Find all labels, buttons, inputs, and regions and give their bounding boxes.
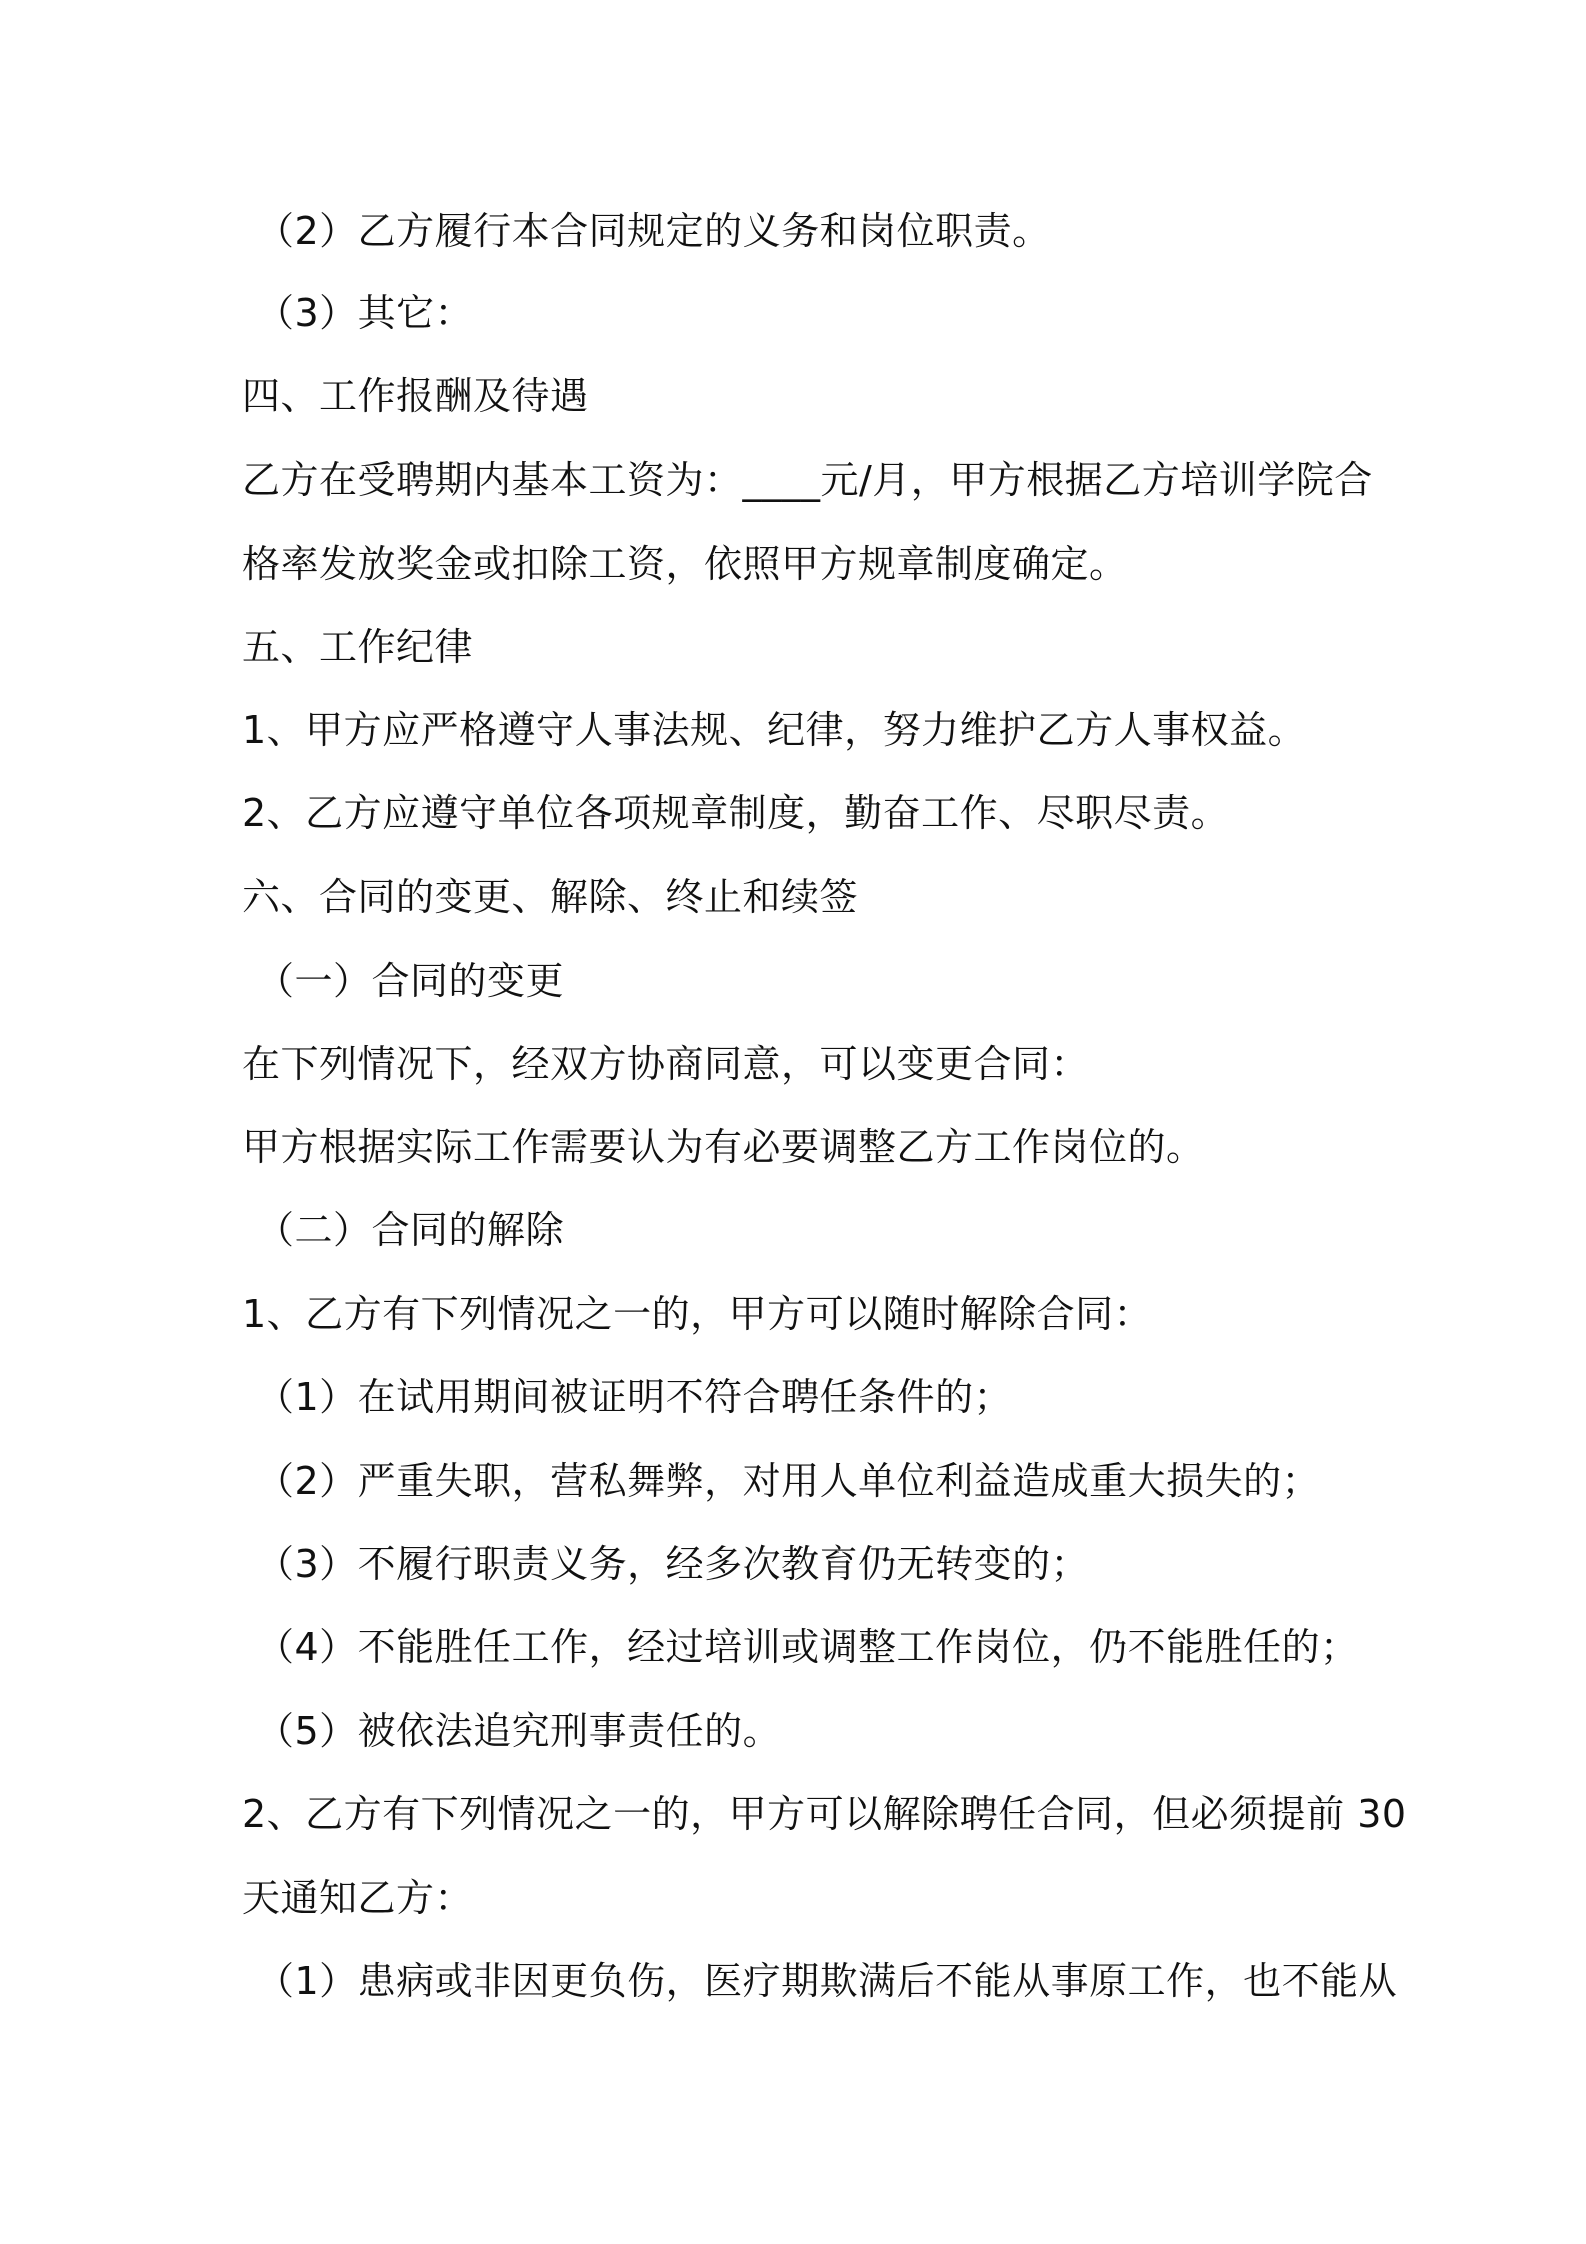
subsection-heading: （一）合同的变更 [256,959,565,1003]
section-heading: 五、工作纪律 [242,625,474,669]
subsection-heading: （二）合同的解除 [256,1208,565,1252]
text-line: （3）其它： [256,291,474,335]
section-heading: 四、工作报酬及待遇 [242,374,589,418]
list-item: （4）不能胜任工作，经过培训或调整工作岗位，仍不能胜任的； [256,1625,1359,1669]
section-heading: 六、合同的变更、解除、终止和续签 [242,875,859,919]
text-line: 2、乙方有下列情况之一的，甲方可以解除聘任合同，但必须提前 30 [242,1792,1407,1836]
text-line: 在下列情况下，经双方协商同意，可以变更合同： [242,1042,1090,1086]
text-line: 2、乙方应遵守单位各项规章制度，勤奋工作、尽职尽责。 [242,791,1230,835]
text-line: 乙方在受聘期内基本工资为：____元/月，甲方根据乙方培训学院合 [242,458,1373,502]
text-line: 格率发放奖金或扣除工资，依照甲方规章制度确定。 [242,542,1128,586]
text-line: 1、甲方应严格遵守人事法规、纪律，努力维护乙方人事权益。 [242,708,1307,752]
text-line: 1、乙方有下列情况之一的，甲方可以随时解除合同： [242,1292,1153,1336]
list-item: （1）患病或非因更负伤，医疗期欺满后不能从事原工作，也不能从 [256,1959,1398,2003]
list-item: （5）被依法追究刑事责任的。 [256,1709,782,1753]
list-item: （1）在试用期间被证明不符合聘任条件的； [256,1375,1013,1419]
list-item: （2）严重失职，营私舞弊，对用人单位利益造成重大损失的； [256,1459,1321,1503]
text-line: 天通知乙方： [242,1876,474,1920]
list-item: （3）不履行职责义务，经多次教育仍无转变的； [256,1542,1090,1586]
text-line: 甲方根据实际工作需要认为有必要调整乙方工作岗位的。 [242,1125,1205,1169]
text-line: （2）乙方履行本合同规定的义务和岗位职责。 [256,209,1051,253]
